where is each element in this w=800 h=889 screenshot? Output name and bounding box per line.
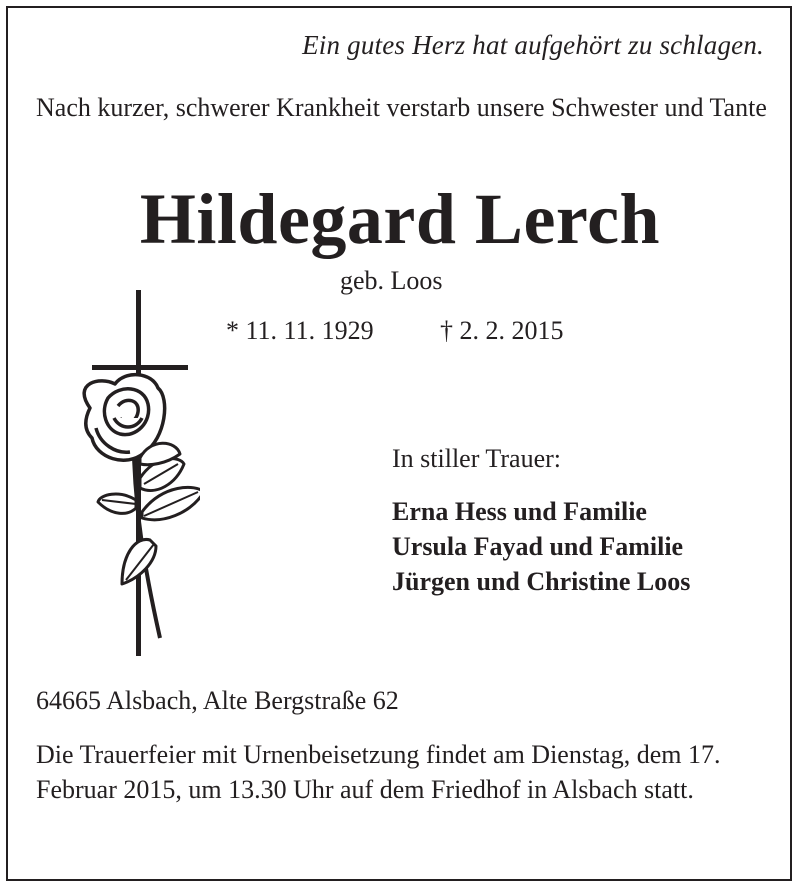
mourners-list xyxy=(392,494,690,599)
mourner: Jürgen und Christine Loos xyxy=(392,567,691,596)
maiden-name: geb. Loos xyxy=(340,266,443,295)
service-announcement: Die Trauerfeier mit Urnenbeisetzung findet am Dienstag, dem 17. Februar 2015, um 13.30 Uhr auf dem Friedhof in Alsbach statt. xyxy=(36,740,721,804)
mourning-heading: In stiller Trauer: xyxy=(392,444,561,473)
address: 64665 Alsbach, Alte Bergstraße 62 xyxy=(36,686,399,715)
intro-text: Nach kurzer, schwerer Krankheit verstarb unsere Schwester und Tante xyxy=(36,93,767,122)
deceased-name: Hildegard Lerch xyxy=(139,179,661,259)
death-date: † 2. 2. 2015 xyxy=(440,316,564,345)
cross-with-rose-icon xyxy=(70,288,200,658)
mourner: Ursula Fayad und Familie xyxy=(392,532,684,561)
motto: Ein gutes Herz hat aufgehört zu schlagen. xyxy=(302,30,764,60)
mourner: Erna Hess und Familie xyxy=(392,497,647,526)
birth-date: * 11. 11. 1929 xyxy=(226,316,374,345)
